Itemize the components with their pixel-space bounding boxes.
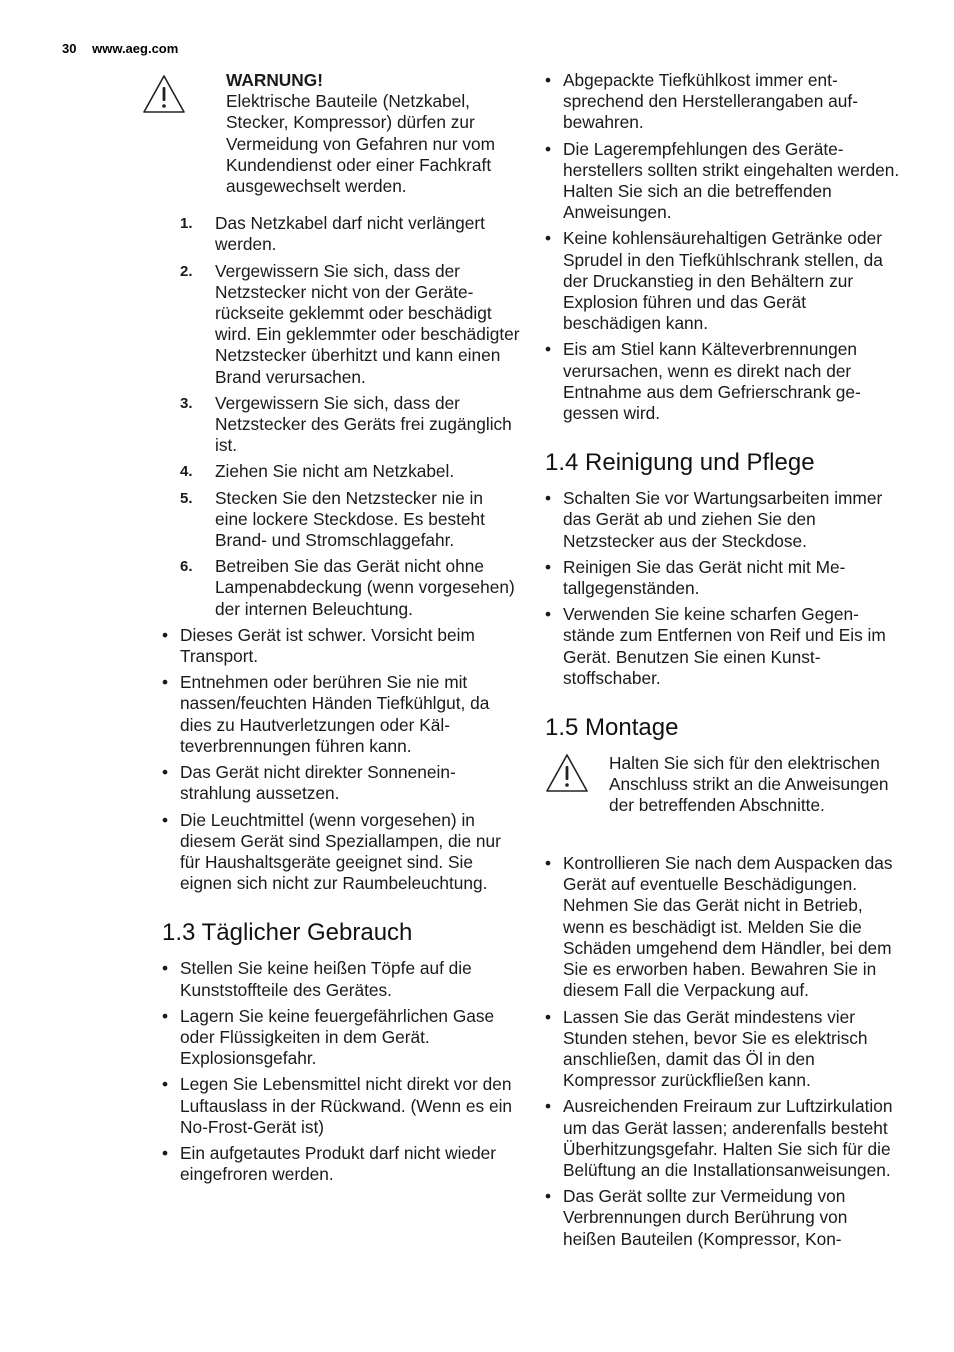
bullet-list [545,853,905,1250]
page-number: 30 [62,41,77,56]
item-text: Betreiben Sie das Gerät nicht ohne Lampenabdeckung (wenn vorgesehen) der internen Beleuchtung. [215,556,515,619]
numbered-item [162,556,520,620]
list-item: • Reinigen Sie das Gerät nicht mit Metallgegenständen. [545,557,905,599]
list-item: • Stellen Sie keine heißen Töpfe auf die Kunststoffteile des Gerätes. [162,958,520,1000]
item-number: 3. [180,394,193,412]
section-title: Reinigung und Pflege [585,449,815,477]
list-item: • Entnehmen oder berühren Sie nie mit nassen/feuchten Händen Tiefkühlgut, da dies zu Hautverletzungen oder Kälteverbrennungen führen kann. [162,672,520,757]
list-item: • Schalten Sie vor Wartungsarbeiten immer das Gerät ab und ziehen Sie den Netzstecker aus der Steckdose. [545,488,905,552]
warning-content [609,753,905,817]
numbered-item [162,393,520,457]
numbered-item [162,488,520,552]
list-item: • Kontrollieren Sie nach dem Auspacken das Gerät auf eventuelle Beschädigungen. Nehmen Sie das Gerät nicht in Betrieb, wenn es beschädigt ist. Melden Sie die Schäden umgehend dem Händler, bei dem Sie es erworben haben. Bewahren Sie in diesem Fall die Verpackung auf. [545,853,905,1001]
numbered-item [162,461,520,482]
item-number: 4. [180,463,193,481]
list-item: • Das Gerät nicht direkter Sonneneinstrahlung aussetzen. [162,762,520,804]
list-item: • Dieses Gerät ist schwer. Vorsicht beim Transport. [162,625,520,667]
section-heading-1-3 [162,918,520,948]
list-item: • Lagern Sie keine feuergefährlichen Gase oder Flüssigkeiten in dem Gerät. Explosionsgefahr. [162,1006,520,1070]
list-item: • Ausreichenden Freiraum zur Luftzirkulation um das Gerät lassen; anderenfalls besteht Überhitzungsgefahr. Halten Sie sich für die Belüftung an die Installationsanweisungen. [545,1096,905,1181]
warning-triangle-icon [142,74,186,114]
numbered-item [162,213,520,255]
page-header [62,38,178,59]
website-url: www.aeg.com [92,41,179,56]
right-column [545,70,905,1255]
list-item: • Lassen Sie das Gerät mindestens vier Stunden stehen, bevor Sie es elektrisch anschließen, damit das Öl in den Kompressor zurückfließen kann. [545,1007,905,1092]
warning-triangle-icon [545,753,589,793]
list-item: • Keine kohlensäurehaltigen Getränke oder Sprudel in den Tiefkühlschrank stellen, da der Druckanstieg in den Behältern zur Explosion führen und das Gerät beschädigen kann. [545,228,905,334]
section-title: Täglicher Gebrauch [201,919,413,947]
warning-title: WARNUNG! [226,70,323,90]
numbered-list [162,213,520,620]
list-item: • Das Gerät sollte zur Vermeidung von Verbrennungen durch Berührung von heißen Bauteilen (Kompressor, Kon- [545,1186,905,1250]
item-number: 2. [180,262,193,280]
bullet-list [162,958,520,1185]
numbered-item [162,261,520,388]
list-item: • Die Leuchtmittel (wenn vorgesehen) in diesem Gerät sind Speziallampen, die nur für Haushaltsgeräte geeignet sind. Sie eignen sich nicht zur Raumbeleuchtung. [162,810,520,895]
left-column [162,70,520,1190]
list-item: • Abgepackte Tiefkühlkost immer entsprechend den Herstellerangaben aufbewahren. [545,70,905,134]
section-number: 1.5 [545,714,579,742]
list-item: • Eis am Stiel kann Kälteverbrennungen verursachen, wenn es direkt nach der Entnahme aus dem Gefrierschrank gegessen wird. [545,339,905,424]
item-number: 1. [180,215,193,233]
list-item: • Legen Sie Lebensmittel nicht direkt vor den Luftauslass in der Rückwand. (Wenn es ein No-Frost-Gerät ist) [162,1074,520,1138]
warning-box [545,753,905,835]
warning-box [162,70,520,197]
warning-text: Elektrische Bauteile (Netzkabel, Stecker, Kompressor) dürfen zur Vermeidung von Gefahren nur vom Kundendienst oder einer Fachkraft ausgewechselt werden. [226,91,495,197]
item-number: 6. [180,558,193,576]
item-number: 5. [180,489,193,507]
item-text: Vergewissern Sie sich, dass der Netzstecker nicht von der Geräterückseite geklemmt oder beschädigt wird. Ein geklemmter oder beschädigter Netzstecker überhitzt und kann einen Brand verursachen. [215,260,520,387]
bullet-list [545,70,905,424]
list-item: • Die Lagerempfehlungen des Geräteherstellers sollten strikt eingehalten werden. Halten Sie sich an die betreffenden Anweisungen. [545,139,905,224]
item-text: Das Netzkabel darf nicht verlängert werden. [215,213,485,255]
section-title: Montage [585,714,679,742]
list-item: • Verwenden Sie keine scharfen Gegenstände zum Entfernen von Reif und Eis im Gerät. Benutzen Sie einen Kunststoffschaber. [545,604,905,689]
bullet-list [162,625,520,894]
section-number: 1.3 [162,919,196,947]
list-item: • Ein aufgetautes Produkt darf nicht wieder eingefroren werden. [162,1143,520,1185]
item-text: Ziehen Sie nicht am Netzkabel. [215,461,455,482]
warning-content [226,70,520,197]
warning-text: Halten Sie sich für den elektrischen Anschluss strikt an die Anweisungen der betreffenden Abschnitte. [609,753,889,816]
bullet-list [545,488,905,689]
item-text: Vergewissern Sie sich, dass der Netzstecker des Geräts frei zugänglich ist. [215,392,512,456]
section-number: 1.4 [545,449,579,477]
section-heading-1-5 [545,713,905,743]
section-heading-1-4 [545,448,905,478]
item-text: Stecken Sie den Netzstecker nie in eine lockere Steckdose. Es besteht Brand- und Stromschlaggefahr. [215,487,485,551]
